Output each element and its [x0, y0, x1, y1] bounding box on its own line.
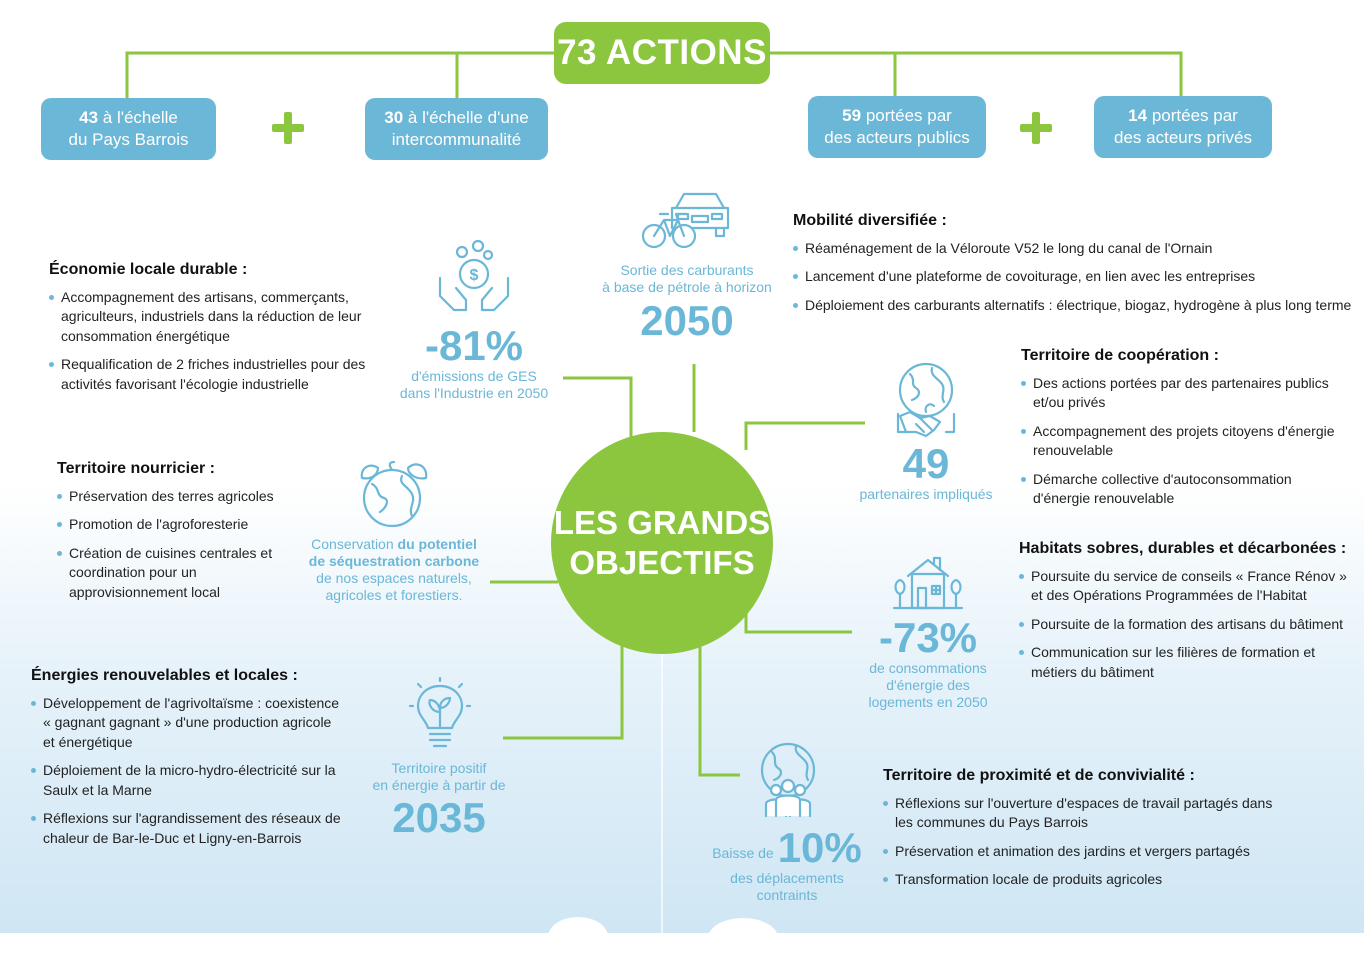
count-number: 43	[79, 108, 99, 127]
lightbulb-leaf-icon	[408, 676, 472, 752]
section-title: Énergies renouvelables et locales :	[31, 667, 298, 684]
money-hands-icon	[436, 238, 512, 316]
stat-deplacements	[712, 826, 862, 904]
plus-icon	[272, 112, 304, 144]
svg-text:$: $	[469, 267, 479, 284]
actions-title: 73 ACTIONS	[554, 22, 770, 84]
globe-handshake-icon	[896, 362, 956, 442]
list-item: Accompagnement des projets citoyens d'énergie renouvelable	[1021, 422, 1351, 461]
stat-caption-bold: du potentiel	[397, 536, 477, 552]
count-label: à l'échelle	[102, 108, 178, 127]
list-item: Déploiement de la micro-hydro-électricité sur la Saulx et la Marne	[31, 761, 341, 800]
stat-logements	[856, 616, 1000, 711]
stat-caption: à base de pétrole à horizon	[602, 279, 772, 295]
stat-value: -73%	[878, 614, 978, 661]
count-box-acteurs-prives	[1094, 96, 1272, 158]
count-label: intercommunalité	[391, 130, 522, 149]
stat-caption: des déplacements	[730, 870, 844, 886]
list-item: Poursuite du service de conseils « France Rénov » et des Opérations Programmées de l'Habitat	[1019, 567, 1353, 606]
stat-value: 2050	[640, 297, 734, 344]
stat-ges-industrie	[392, 324, 556, 402]
globe-leaf-icon	[358, 460, 430, 530]
center-label: LES GRANDS	[553, 504, 771, 541]
stat-caption: agricoles et forestiers.	[325, 587, 463, 603]
stat-caption: contraints	[756, 887, 818, 903]
stat-caption: dans l'Industrie en 2050	[399, 385, 549, 401]
stat-value: 2035	[392, 794, 486, 841]
list-item: Déploiement des carburants alternatifs : électrique, biogaz, hydrogène à plus long terme	[793, 296, 1353, 316]
list-item: Promotion de l'agroforesterie	[57, 515, 287, 535]
list-item: Réflexions sur l'agrandissement des réseaux de chaleur de Bar-le-Duc et Ligny-en-Barrois	[31, 809, 341, 848]
count-label: portées par	[1151, 106, 1238, 125]
list-item: Poursuite de la formation des artisans du bâtiment	[1019, 615, 1353, 635]
plus-icon	[1020, 112, 1052, 144]
count-box-acteurs-publics	[808, 96, 986, 158]
list-item: Développement de l'agrivoltaïsme : coexistence « gagnant gagnant » d'une production agricole et énergétique	[31, 694, 341, 753]
section-energies-renouvelables	[31, 666, 341, 857]
stat-caption: Territoire positif	[391, 760, 487, 776]
list-item: Accompagnement des artisans, commerçants, agriculteurs, industriels dans la réduction de leur consommation énergétique	[49, 288, 379, 347]
center-label: OBJECTIFS	[569, 544, 755, 581]
list-item: Lancement d'une plateforme de covoiturage, en lien avec les entreprises	[793, 267, 1353, 287]
stat-territoire-positif	[364, 760, 514, 840]
stat-caption-bold: de séquestration carbone	[308, 553, 480, 569]
section-economie-locale	[49, 260, 379, 403]
list-item: Préservation et animation des jardins et vergers partagés	[883, 842, 1283, 862]
count-number: 59	[842, 106, 862, 125]
count-label: à l'échelle d'une	[407, 108, 529, 127]
count-box-intercommunalite	[365, 98, 548, 160]
stat-caption: d'émissions de GES	[411, 368, 537, 384]
stat-caption: de consommations	[869, 660, 987, 676]
list-item: Communication sur les filières de formation et métiers du bâtiment	[1019, 643, 1353, 682]
stat-caption: logements en 2050	[868, 694, 988, 710]
cloud-decoration	[708, 918, 778, 958]
list-item: Réflexions sur l'ouverture d'espaces de travail partagés dans les communes du Pays Barrois	[883, 794, 1283, 833]
list-item: Des actions portées par des partenaires publics et/ou privés	[1021, 374, 1351, 413]
section-proximite	[883, 766, 1283, 899]
list-item: Réaménagement de la Véloroute V52 le long du canal de l'Ornain	[793, 239, 1353, 259]
count-label: portées par	[865, 106, 952, 125]
count-box-pays-barrois	[41, 98, 216, 160]
count-label: du Pays Barrois	[68, 130, 189, 149]
count-label: des acteurs privés	[1114, 128, 1252, 147]
globe-people-icon	[758, 742, 820, 818]
stat-value: 10%	[777, 824, 862, 871]
list-item: Préservation des terres agricoles	[57, 487, 287, 507]
section-title: Mobilité diversifiée :	[793, 212, 947, 229]
section-title: Économie locale durable :	[49, 261, 248, 278]
list-item: Transformation locale de produits agricoles	[883, 870, 1283, 890]
stat-caption: de nos espaces naturels,	[316, 570, 472, 586]
stat-caption: d'énergie des	[886, 677, 970, 693]
stat-carburants	[592, 262, 782, 343]
central-objectives-circle	[551, 432, 773, 654]
section-title: Territoire de proximité et de convivialité :	[883, 767, 1195, 784]
count-number: 14	[1128, 106, 1148, 125]
section-cooperation	[1021, 346, 1351, 518]
count-label: des acteurs publics	[824, 128, 970, 147]
section-mobilite	[793, 211, 1353, 324]
section-title: Habitats sobres, durables et décarbonées :	[1019, 540, 1347, 557]
list-item: Requalification de 2 friches industrielles pour des activités favorisant l'écologie industrielle	[49, 355, 379, 394]
cloud-decoration	[548, 917, 608, 957]
section-title: Territoire nourricier :	[57, 460, 215, 477]
stat-caption: en énergie à partir de	[372, 777, 506, 793]
count-number: 30	[384, 108, 404, 127]
bike-car-icon	[640, 188, 732, 252]
stat-caption: Baisse de	[712, 845, 774, 861]
stat-value: -81%	[424, 322, 524, 369]
stat-partenaires	[850, 442, 1002, 503]
stat-caption: Sortie des carburants	[620, 262, 754, 278]
stat-value: 49	[902, 440, 950, 487]
section-title: Territoire de coopération :	[1021, 347, 1219, 364]
list-item: Création de cuisines centrales et coordination pour un approvisionnement local	[57, 544, 287, 603]
house-icon	[892, 556, 964, 612]
stat-sequestration-carbone	[302, 536, 486, 604]
section-habitats	[1019, 539, 1353, 691]
stat-caption: Conservation	[311, 536, 398, 552]
stat-caption: partenaires impliqués	[859, 486, 993, 502]
list-item: Démarche collective d'autoconsommation d'énergie renouvelable	[1021, 470, 1351, 509]
section-territoire-nourricier	[57, 459, 287, 611]
